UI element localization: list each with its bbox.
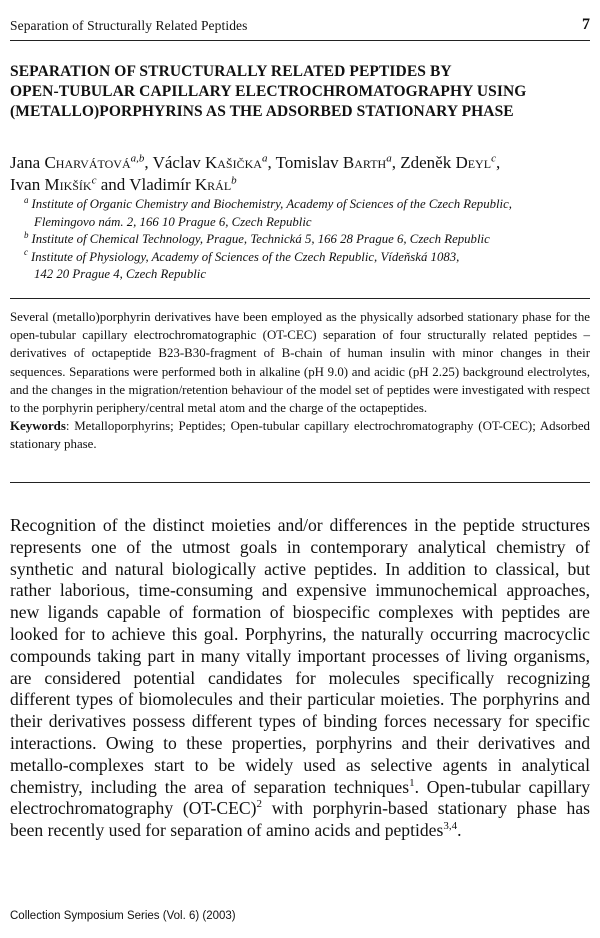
citation-ref: 1: [409, 776, 415, 789]
title-line: (METALLO)PORPHYRINS AS THE ADSORBED STATIONARY PHASE: [10, 103, 514, 120]
page-footer: Collection Symposium Series (Vol. 6) (2003): [10, 910, 236, 922]
author-affiliation-mark: a: [261, 152, 268, 165]
author-first-name: Zdeněk: [400, 153, 452, 172]
abstract-top-rule: [10, 298, 590, 299]
affiliation-mark: b: [24, 229, 29, 240]
author-last-name: Kašička: [204, 153, 262, 172]
affiliation-line: Flemingovo nám. 2, 166 10 Prague 6, Czech Republic: [34, 214, 312, 229]
running-header: [10, 16, 590, 38]
header-rule: [10, 40, 590, 41]
author-last-name: Barth: [342, 153, 387, 172]
author-first-name: Jana: [10, 153, 41, 172]
author-list: Jana Charvátová$^{a,b}$, Václav Kašička$^a$, Tomislav Barth$^a$, Zdeněk Deyl$^c$, Ivan Mikšík$^c$ and Vladimír Král$^b$: [10, 152, 501, 194]
affiliation-line: $^c$ Institute of Physiology, Academy of Sciences of the Czech Republic, Vídeňská 1083,: [24, 247, 460, 264]
affiliation-mark: c: [24, 247, 28, 258]
author-affiliation-mark: a,b: [130, 152, 145, 165]
author-last-name: Mikšík: [44, 175, 92, 194]
author-separator: and: [100, 175, 126, 194]
author-affiliation-mark: c: [491, 152, 496, 165]
keywords-label: Keywords: [10, 419, 66, 434]
affiliation-line: $^b$ Institute of Chemical Technology, Prague, Technická 5, 166 28 Prague 6, Czech Republic: [24, 229, 490, 246]
body-paragraph: Recognition of the distinct moieties and/or differences in the peptide structures represents one of the utmost goals in contemporary analytical chemistry of synthetic and natural biologically active peptides. In addition to classical, but rather laborious, time-consuming and expensive immunochemical approaches, new ligands capable of formation of biospecific complexes with peptides are looked for to achieve this goal. Porphyrins, the naturally occurring macrocyclic compounds taking part in many vitally important processes of living organisms, are considered potential candidates for molecules specifically recognizing different types of biomolecules and their particular moieties. The porphyrins and their derivatives possess different types of binding forces necessary for specific interactions. Owing to these properties, porphyrins and their derivatives and metallo-complexes start to be widely used as selective agents in analytical chemistry, including the area of separation techniques$^1$. Open-tubular capillary electrochromatography $(OT-CEC)^2$ with porphyrin-based stationary phase has been recently used for separation of amino acids and peptides$^{3,4}$.: [10, 515, 591, 841]
citation-ref: 3,4: [443, 820, 458, 833]
author-first-name: Václav: [152, 153, 201, 172]
affiliations: [24, 196, 512, 284]
title-line: SEPARATION OF STRUCTURALLY RELATED PEPTIDES BY: [10, 63, 452, 80]
keywords-text: : Metalloporphyrins; Peptides; Open-tubular capillary electrochromatography (OT-CEC); Adsorbed stationary phase.: [10, 419, 590, 452]
author-affiliation-mark: c: [91, 174, 97, 187]
abstract: [10, 308, 590, 454]
affiliation-line: $^a$ Institute of Organic Chemistry and Biochemistry, Academy of Sciences of the Czech Republic,: [24, 194, 512, 211]
affiliation-mark: a: [24, 194, 29, 205]
running-title: Separation of Structurally Related Peptides: [10, 18, 248, 33]
abstract-text: Several (metallo)porphyrin derivatives have been employed as the physically adsorbed stationary phase for the open-tubular capillary electrochromatographic (OT-CEC) separation of four structurally related peptides – derivatives of octapeptide B23-B30-fragment of B-chain of human insulin with minor changes in their sequences. Separations were performed both in alkaline (pH 9.0) and acidic (pH 2.25) background electrolytes, and the changes in the migration/retention behaviour of the model set of peptides were investigated with respect to the porphyrin periphery/central metal atom and the charge of the octapeptides.: [10, 310, 590, 416]
citation-ref: 2: [256, 798, 262, 811]
abstract-bottom-rule: [10, 482, 590, 483]
author-affiliation-mark: b: [231, 174, 237, 187]
affiliation-line: 142 20 Prague 4, Czech Republic: [34, 267, 207, 281]
page-number: 7: [582, 16, 590, 33]
author-first-name: Ivan: [10, 175, 41, 194]
title-line: OPEN-TUBULAR CAPILLARY ELECTROCHROMATOGRAPHY USING: [10, 83, 527, 100]
author-first-name: Vladimír: [129, 175, 191, 194]
author-affiliation-mark: a: [386, 152, 392, 165]
author-last-name: Charvátová: [44, 153, 131, 172]
author-last-name: Král: [194, 175, 232, 194]
author-last-name: Deyl: [455, 153, 492, 172]
article-title: [10, 62, 586, 122]
author-first-name: Tomislav: [275, 153, 339, 172]
